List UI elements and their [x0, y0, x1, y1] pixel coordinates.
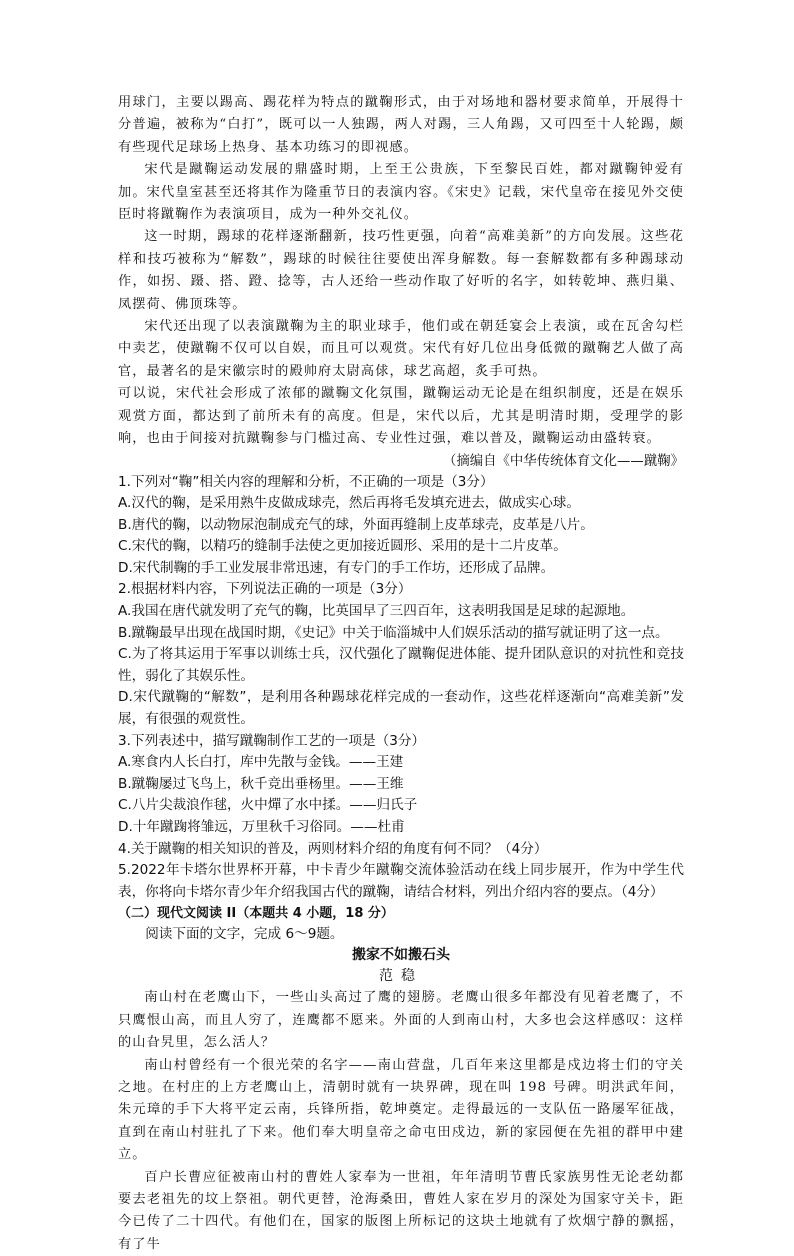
passage1-source: （摘编自《中华传统体育文化——蹴鞠》 — [442, 453, 684, 469]
passage2-paragraph-1: 南山村在老鹰山下，一些山头高过了鹰的翅膀。老鹰山很多年都没有见着老鹰了，不只鹰恨山高，而且人穷了，连鹰都不愿来。外面的人到南山村，大多也会这样感叹：这样的山旮旯里，怎么活人？ — [118, 990, 684, 1051]
question-3-stem: 3.下列表述中，描写蹴鞠制作工艺的一项是（3分） — [118, 732, 426, 749]
question-list — [118, 472, 684, 904]
passage2-paragraph-3: 百户长曹应征被南山村的曹姓人家奉为一世祖，年年清明节曹氏家族男性无论老幼都要去老祖先的坟上祭祖。朝代更替，沧海桑田，曹姓人家在岁月的深处为国家守关卡，距今已传了二十四代。有他们在，国家的版图上所标记的这块土地就有了炊烟宁静的飘摇，有了牛 — [118, 1169, 684, 1252]
passage-1 — [118, 92, 684, 472]
question-5-stem: 5.2022年卡塔尔世界杯开幕，中卡青少年蹴鞠交流体验活动在线上同步展开，作为中学生代表，你将向卡塔尔青少年介绍我国古代的蹴鞠，请结合材料，列出介绍内容的要点。（4分） — [118, 862, 684, 900]
question-1-option-b: B.唐代的鞠，以动物尿泡制成充气的球，外面再缝制上皮革球壳，皮革是八片。 — [118, 516, 594, 533]
passage1-paragraph-5: 可以说，宋代社会形成了浓郁的蹴鞠文化氛围，蹴鞠运动无论是在组织制度，还是在娱乐观赏方面，都达到了前所未有的高度。但是，宋代以后，尤其是明清时期，受理学的影响，也由于间接对抗蹴鞠参与门槛过高、专业性过强，难以普及，蹴鞠运动由盛转衰。 — [118, 386, 684, 447]
question-1-stem: 1.下列对“鞠”相关内容的理解和分析，不正确的一项是（3分） — [118, 473, 494, 490]
article-title: 搬家不如搬石头 — [352, 947, 450, 964]
passage1-paragraph-2: 宋代是蹴鞠运动发展的鼎盛时期，上至王公贵族，下至黎民百姓，都对蹴鞠钟爱有加。宋代皇室甚至还将其作为隆重节日的表演内容。《宋史》记载，宋代皇帝在接见外交使臣时将蹴鞠作为表演项目，成为一种外交礼仪。 — [118, 162, 684, 223]
question-3-option-d: D.十年蹴踘将雏远，万里秋千习俗同。——杜甫 — [118, 819, 405, 835]
question-4-stem: 4.关于蹴鞠的相关知识的普及，两则材料介绍的角度有何不同？（4分） — [118, 840, 548, 857]
question-2-stem: 2.根据材料内容，下列说法正确的一项是（3分） — [118, 581, 412, 598]
exam-page — [118, 92, 684, 1256]
article-author: 范稳 — [379, 968, 423, 985]
section-2 — [118, 903, 684, 987]
question-2-option-c: C.为了将其运用于军事以训练士兵，汉代强化了蹴鞠促进体能、提升团队意识的对抗性和竞技性，弱化了其娱乐性。 — [118, 646, 684, 684]
question-3-option-c: C.八片尖裁浪作毬，火中燀了水中揉。——归氏子 — [118, 797, 418, 814]
question-3-option-a: A.寒食内人长白打，库中先散与金钱。——王建 — [118, 754, 404, 771]
passage1-paragraph-3: 这一时期，踢球的花样逐渐翻新，技巧性更强，向着“高难美新”的方向发展。这些花样和技巧被称为“解数”，踢球的时候往往要使出浑身解数。每一套解数都有多种踢球动作，如拐、蹑、搭、蹬、捻等，古人还给一些动作取了好听的名字，如转乾坤、燕归巢、凤摆荷、佛顶珠等。 — [118, 229, 684, 312]
passage-2 — [118, 987, 684, 1256]
question-1-option-a: A.汉代的鞠，是采用熟牛皮做成球壳，然后再将毛发填充进去，做成实心球。 — [118, 495, 580, 512]
passage1-paragraph-1: 用球门，主要以踢高、踢花样为特点的蹴鞠形式，由于对场地和器材要求简单，开展得十分普遍，被称为“白打”，既可以一人独踢，两人对踢，三人角踢，又可四至十人轮踢，颇有些现代足球场上热身、基本功练习的即视感。 — [118, 95, 684, 155]
question-2-option-b: B.蹴鞠最早出现在战国时期，《史记》中关于临淄城中人们娱乐活动的描写就证明了这一点。 — [118, 624, 669, 641]
section-heading: （二）现代文阅读 II（本题共 4 小题，18 分） — [118, 906, 394, 922]
question-3-option-b: B.蹴鞠屡过飞鸟上，秋千竞出垂杨里。——王维 — [118, 775, 404, 792]
question-1-option-c: C.宋代的鞠，以精巧的缝制手法使之更加接近圆形、采用的是十二片皮革。 — [118, 538, 567, 555]
section-intro: 阅读下面的文字，完成 6～9题。 — [145, 926, 344, 943]
passage1-paragraph-4: 宋代还出现了以表演蹴鞠为主的职业球手，他们或在朝廷宴会上表演，或在瓦舍勾栏中卖艺，使蹴鞠不仅可以自娱，而且可以观赏。宋代有好几位出身低微的蹴鞠艺人做了高官，最著名的是宋徽宗时的殿帅府太尉高俅，球艺高超，炙手可热。 — [118, 319, 684, 379]
question-2-option-a: A.我国在唐代就发明了充气的鞠，比英国早了三四百年，这表明我国是足球的起源地。 — [118, 603, 635, 620]
question-1-option-d: D.宋代制鞠的手工业发展非常迅速，有专门的手工作坊，还形成了品牌。 — [118, 559, 555, 576]
passage2-paragraph-2: 南山村曾经有一个很光荣的名字——南山营盘，几百年来这里都是戍边将士们的守关之地。在村庄的上方老鹰山上，清朝时就有一块界碑，现在叫 198 号碑。明洪武年间，朱元璋的手下大将平定云南，兵锋所指，乾坤奠定。走得最远的一支队伍一路屡军征战，直到在南山村驻扎了下来。他们奉大明皇帝之命屯田戍边，新的家园便在先祖的群甲中建立。 — [118, 1057, 684, 1163]
question-2-option-d: D.宋代蹴鞠的“解数”，是利用各种踢球花样完成的一套动作，这些花样逐渐向“高难美新”发展，有很强的观赏性。 — [118, 689, 684, 728]
